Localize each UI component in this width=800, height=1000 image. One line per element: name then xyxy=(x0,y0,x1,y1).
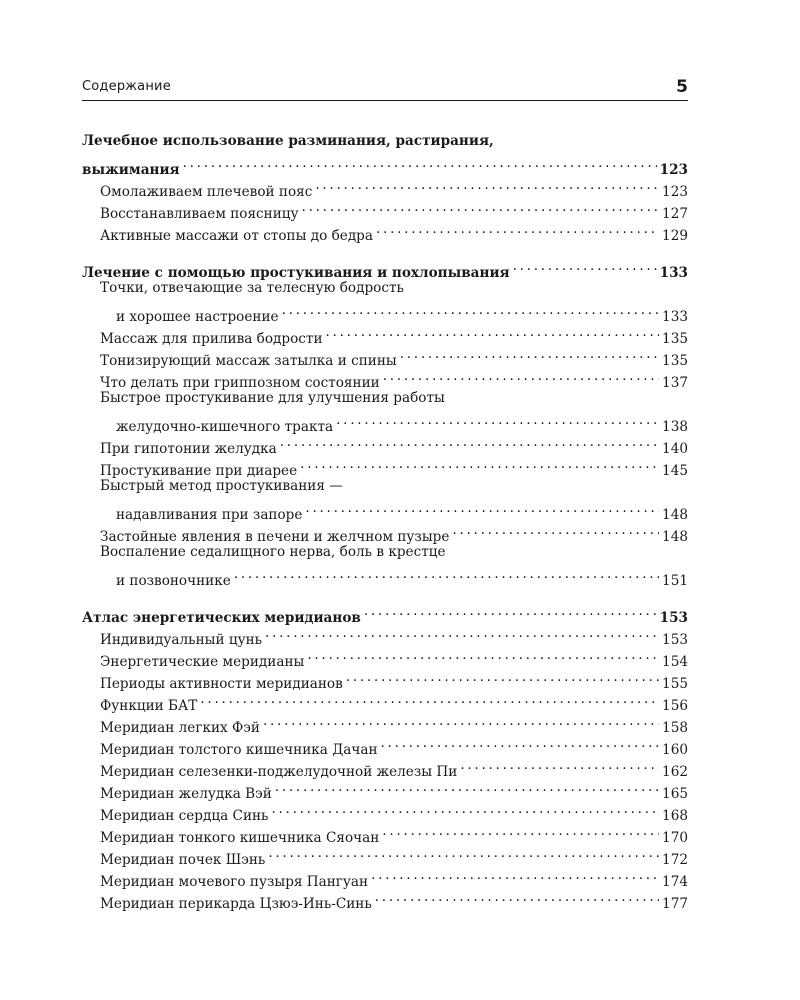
running-header xyxy=(82,76,688,98)
toc-page-number: 140 xyxy=(662,441,688,457)
header-title: Содержание xyxy=(82,79,171,94)
toc-page-number: 148 xyxy=(662,507,688,523)
toc-entry-title: Периоды активности меридианов xyxy=(100,676,343,692)
leader-dots xyxy=(452,519,659,541)
leader-dots xyxy=(376,218,659,240)
toc-page-number: 135 xyxy=(662,331,688,347)
toc-section xyxy=(82,255,688,589)
toc-entry-title: Простукивание при диарее xyxy=(100,463,298,479)
toc-entry-title: Омолаживаем плечевой пояс xyxy=(100,184,313,200)
toc-entry-title: При гипотонии желудка xyxy=(100,441,277,457)
toc-section-title: Лечебное использование разминания, растирания, xyxy=(82,133,494,149)
toc-entry-title: Меридиан желудка Вэй xyxy=(100,786,272,802)
toc-entry-title: Индивидуальный цунь xyxy=(100,632,263,648)
toc-entry-line2[interactable] xyxy=(82,497,688,523)
toc-entry-title: Меридиан перикарда Цзюэ-Инь-Синь xyxy=(100,896,372,912)
toc-page-number: 168 xyxy=(662,808,688,824)
leader-dots xyxy=(364,600,657,622)
leader-dots xyxy=(271,798,659,820)
toc-entry-title: Меридиан толстого кишечника Дачан xyxy=(100,742,378,758)
toc-page-number: 174 xyxy=(662,874,688,890)
toc-entry-line2[interactable] xyxy=(82,299,688,325)
leader-dots xyxy=(460,754,659,776)
toc-section-heading-line1[interactable] xyxy=(82,130,688,152)
toc-entry-title: Меридиан селезенки-поджелудочной железы Пи xyxy=(100,764,458,780)
toc-entry-title: желудочно-кишечного тракта xyxy=(116,419,334,435)
toc-entry-title: Тонизирующий массаж затылка и спины xyxy=(100,353,397,369)
toc-page-number: 160 xyxy=(662,742,688,758)
toc-page-number: 123 xyxy=(662,184,688,200)
toc-section-title: Атлас энергетических меридианов xyxy=(82,610,361,626)
toc-entry-line1[interactable] xyxy=(82,387,688,409)
toc-entry-title: Массаж для прилива бодрости xyxy=(100,331,323,347)
toc-page-number: 153 xyxy=(662,632,688,648)
toc-entry-title: и позвоночнике xyxy=(116,573,231,589)
toc-entry-title: и хорошее настроение xyxy=(116,309,279,325)
toc-section-title: выжимания xyxy=(82,162,180,178)
toc-entry-title: Быстрый метод простукивания — xyxy=(100,478,343,494)
toc-entry-line2[interactable] xyxy=(82,563,688,589)
toc-entry-title: Быстрое простукивание для улучшения работы xyxy=(100,390,445,406)
toc-page-number: 133 xyxy=(659,265,688,281)
toc-page-number: 138 xyxy=(662,419,688,435)
toc-page-number: 155 xyxy=(662,676,688,692)
toc-page-number: 137 xyxy=(662,375,688,391)
toc-page-number: 123 xyxy=(659,162,688,178)
toc-page-number: 158 xyxy=(662,720,688,736)
toc-section-heading[interactable] xyxy=(82,255,688,281)
toc-page-number: 154 xyxy=(662,654,688,670)
toc-entry-title: Активные массажи от стопы до бедра xyxy=(100,228,373,244)
toc-entry-title: Что делать при гриппозном состоянии xyxy=(100,375,380,391)
leader-dots xyxy=(300,453,659,475)
toc-page-number: 162 xyxy=(662,764,688,780)
toc-entry-title: Точки, отвечающие за телесную бодрость xyxy=(100,280,404,296)
leader-dots xyxy=(513,255,657,277)
leader-dots xyxy=(234,563,659,585)
toc-page-number: 165 xyxy=(662,786,688,802)
leader-dots xyxy=(371,864,659,886)
toc-entry-title: надавливания при запоре xyxy=(116,507,303,523)
toc-section-heading[interactable] xyxy=(82,600,688,626)
toc-section-heading-line2[interactable] xyxy=(82,152,688,178)
leader-dots xyxy=(200,688,659,710)
leader-dots xyxy=(305,497,659,519)
header-page-number: 5 xyxy=(676,77,688,97)
toc-entry-title: Меридиан почек Шэнь xyxy=(100,852,266,868)
toc-entry-title: Меридиан сердца Синь xyxy=(100,808,269,824)
leader-dots xyxy=(268,842,659,864)
toc-entry-title: Восстанавливаем поясницу xyxy=(100,206,299,222)
toc-page-number: 172 xyxy=(662,852,688,868)
toc-section-title: Лечение с помощью простукивания и похлопывания xyxy=(82,265,510,281)
leader-dots xyxy=(307,644,659,666)
toc-page-number: 145 xyxy=(662,463,688,479)
toc-page-number: 133 xyxy=(662,309,688,325)
toc-entry-line1[interactable] xyxy=(82,541,688,563)
toc-page-number: 129 xyxy=(662,228,688,244)
toc-entry-title: Застойные явления в печени и желчном пузыре xyxy=(100,529,450,545)
leader-dots xyxy=(400,343,659,365)
toc-entry-title: Меридиан тонкого кишечника Сяочан xyxy=(100,830,380,846)
leader-dots xyxy=(382,820,659,842)
toc-page-number: 177 xyxy=(662,896,688,912)
leader-dots xyxy=(265,622,659,644)
toc-page-number: 153 xyxy=(659,610,688,626)
toc-page-number: 156 xyxy=(662,698,688,714)
leader-dots xyxy=(282,299,659,321)
toc-entry-title: Энергетические меридианы xyxy=(100,654,305,670)
leader-dots xyxy=(381,732,660,754)
toc-entry-title: Функции БАТ xyxy=(100,698,198,714)
leader-dots xyxy=(315,174,659,196)
leader-dots xyxy=(336,409,659,431)
toc-entry-line2[interactable] xyxy=(82,409,688,435)
toc-entry-title: Меридиан легких Фэй xyxy=(100,720,260,736)
leader-dots xyxy=(326,321,660,343)
toc-entry-title: Воспаление седалищного нерва, боль в крестце xyxy=(100,544,446,560)
leader-dots xyxy=(375,886,659,908)
toc-section xyxy=(82,600,688,912)
leader-dots xyxy=(346,666,659,688)
leader-dots xyxy=(275,776,659,798)
toc-page-number: 148 xyxy=(662,529,688,545)
toc-entry-title: Меридиан мочевого пузыря Пангуан xyxy=(100,874,369,890)
toc-section xyxy=(82,130,688,244)
toc-entry-line1[interactable] xyxy=(82,277,688,299)
leader-dots xyxy=(302,196,660,218)
leader-dots xyxy=(280,431,659,453)
leader-dots xyxy=(383,365,659,387)
header-rule xyxy=(82,100,688,101)
toc-page-number: 135 xyxy=(662,353,688,369)
toc-entry-line1[interactable] xyxy=(82,475,688,497)
toc-page-number: 127 xyxy=(662,206,688,222)
leader-dots xyxy=(263,710,659,732)
toc-page-number: 151 xyxy=(662,573,688,589)
leader-dots xyxy=(183,152,657,174)
table-of-contents xyxy=(82,130,688,923)
toc-page-number: 170 xyxy=(662,830,688,846)
